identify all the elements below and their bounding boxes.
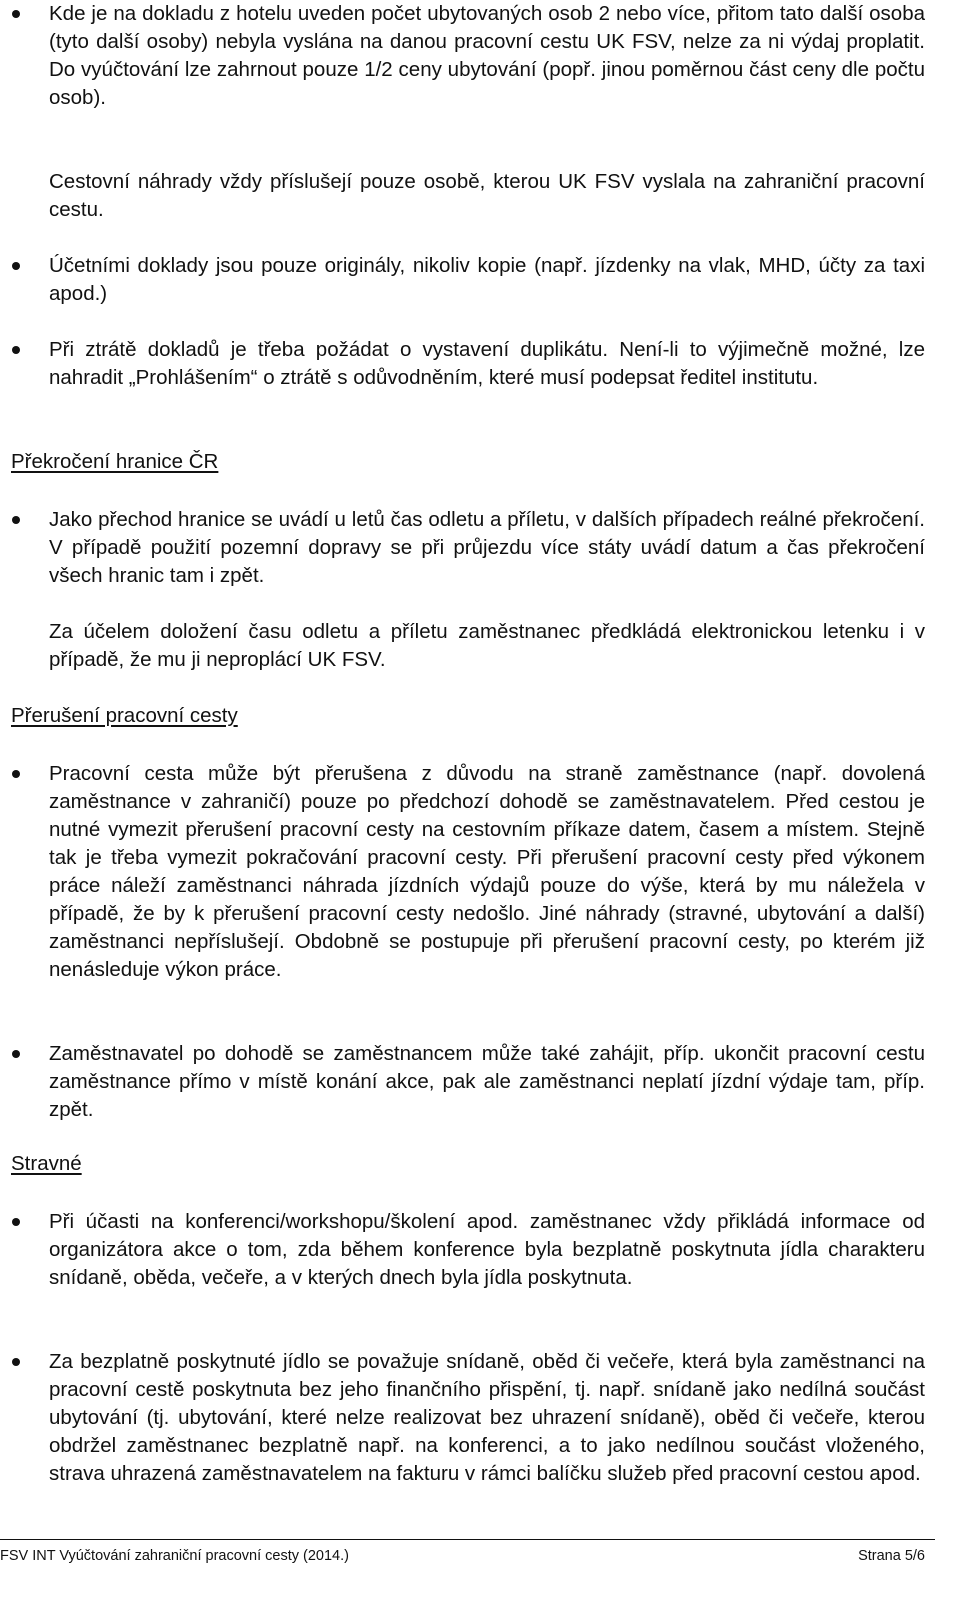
- section-heading-trip-interruption: Přerušení pracovní cesty: [11, 704, 238, 727]
- paragraph-start-at-venue: Zaměstnavatel po dohodě se zaměstnancem může také zahájit, příp. ukončit pracovní cestu zaměstnance přímo v místě konání akce, pak ale zaměstnanci neplatí jízdní výdaje tam, příp. zpět.: [49, 1042, 925, 1121]
- paragraph-accounting-documents: Účetními doklady jsou pouze originály, nikoliv kopie (např. jízdenky na vlak, MHD, účty za taxi apod.): [49, 254, 925, 305]
- bullet-icon: [12, 262, 20, 270]
- bullet-icon: [12, 770, 20, 778]
- section-heading-border-crossing: Překročení hranice ČR: [11, 450, 219, 473]
- paragraph-trip-interruption: Pracovní cesta může být přerušena z důvodu na straně zaměstnance (např. dovolená zaměstnance v zahraničí) pouze po předchozí dohodě se zaměstnavatelem. Před cestou je nutné vymezit přerušení pracovní cesty na cestovním příkaze datem, časem a místem. Stejně tak je třeba vymezit pokračování pracovní cesty. Při přerušení pracovní cesty před výkonem práce náleží zaměstnanci náhrada jízdních výdajů pouze do výše, která by mu náležela v případě, že by k přerušení pracovní cesty nedošlo. Jiné náhrady (stravné, ubytování a další) zaměstnanci nepříslušejí. Obdobně se postupuje při přerušení pracovní cesty, po kterém již nenásleduje výkon práce.: [49, 762, 925, 981]
- bullet-icon: [12, 1218, 20, 1226]
- paragraph-border-crossing-time: Jako přechod hranice se uvádí u letů čas odletu a příletu, v dalších případech reálné překročení. V případě použití pozemní dopravy se při průjezdu více státy uvádí datum a čas překročení všech hranic tam i zpět.: [49, 508, 925, 587]
- footer-document-title: FSV INT Vyúčtování zahraniční pracovní cesty (2014.): [0, 1548, 349, 1564]
- footer-divider: [0, 1539, 935, 1540]
- paragraph-conference-meals: Při účasti na konferenci/workshopu/školení apod. zaměstnanec vždy přikládá informace od organizátora akce o tom, zda během konference byla bezplatně poskytnuta jídla charakteru snídaně, oběda, večeře, a v kterých dnech byla jídla poskytnuta.: [49, 1210, 925, 1289]
- paragraph-flight-ticket: Za účelem doložení času odletu a příletu zaměstnanec předkládá elektronickou letenku i v případě, že mu ji neproplácí UK FSV.: [49, 620, 925, 671]
- bullet-icon: [12, 346, 20, 354]
- bullet-icon: [12, 1358, 20, 1366]
- footer-page-number: Strana 5/6: [858, 1548, 925, 1564]
- paragraph-free-meals: Za bezplatně poskytnuté jídlo se považuje snídaně, oběd či večeře, která byla zaměstnanci na pracovní cestě poskytnuta bez jeho finančního přispění, tj. např. snídaně jako nedílná součást ubytování (tj. ubytování, které nelze realizovat bez uhrazení snídaně), oběd či večeře, kterou obdržel zaměstnanec bezplatně např. na konferenci, a to jako nedílnou součást vloženého, strava uhrazená zaměstnavatelem na fakturu v rámci balíčku služeb před pracovní cestou apod.: [49, 1350, 925, 1485]
- section-heading-meal-allowance: Stravné: [11, 1152, 82, 1175]
- bullet-icon: [12, 516, 20, 524]
- paragraph-lost-documents: Při ztrátě dokladů je třeba požádat o vystavení duplikátu. Není-li to výjimečně možné, lze nahradit „Prohlášením“ o ztrátě s odůvodněním, které musí podepsat ředitel institutu.: [49, 338, 925, 389]
- paragraph-hotel-occupancy: Kde je na dokladu z hotelu uveden počet ubytovaných osob 2 nebo více, přitom tato další osoba (tyto další osoby) nebyla vyslána na danou pracovní cestu UK FSV, nelze za ni výdaj proplatit. Do vyúčtování lze zahrnout pouze 1/2 ceny ubytování (popř. jinou poměrnou část ceny dle počtu osob).: [49, 2, 925, 109]
- bullet-icon: [12, 1050, 20, 1058]
- bullet-icon: [12, 10, 20, 18]
- paragraph-travel-compensation: Cestovní náhrady vždy příslušejí pouze osobě, kterou UK FSV vyslala na zahraniční pracovní cestu.: [49, 170, 925, 221]
